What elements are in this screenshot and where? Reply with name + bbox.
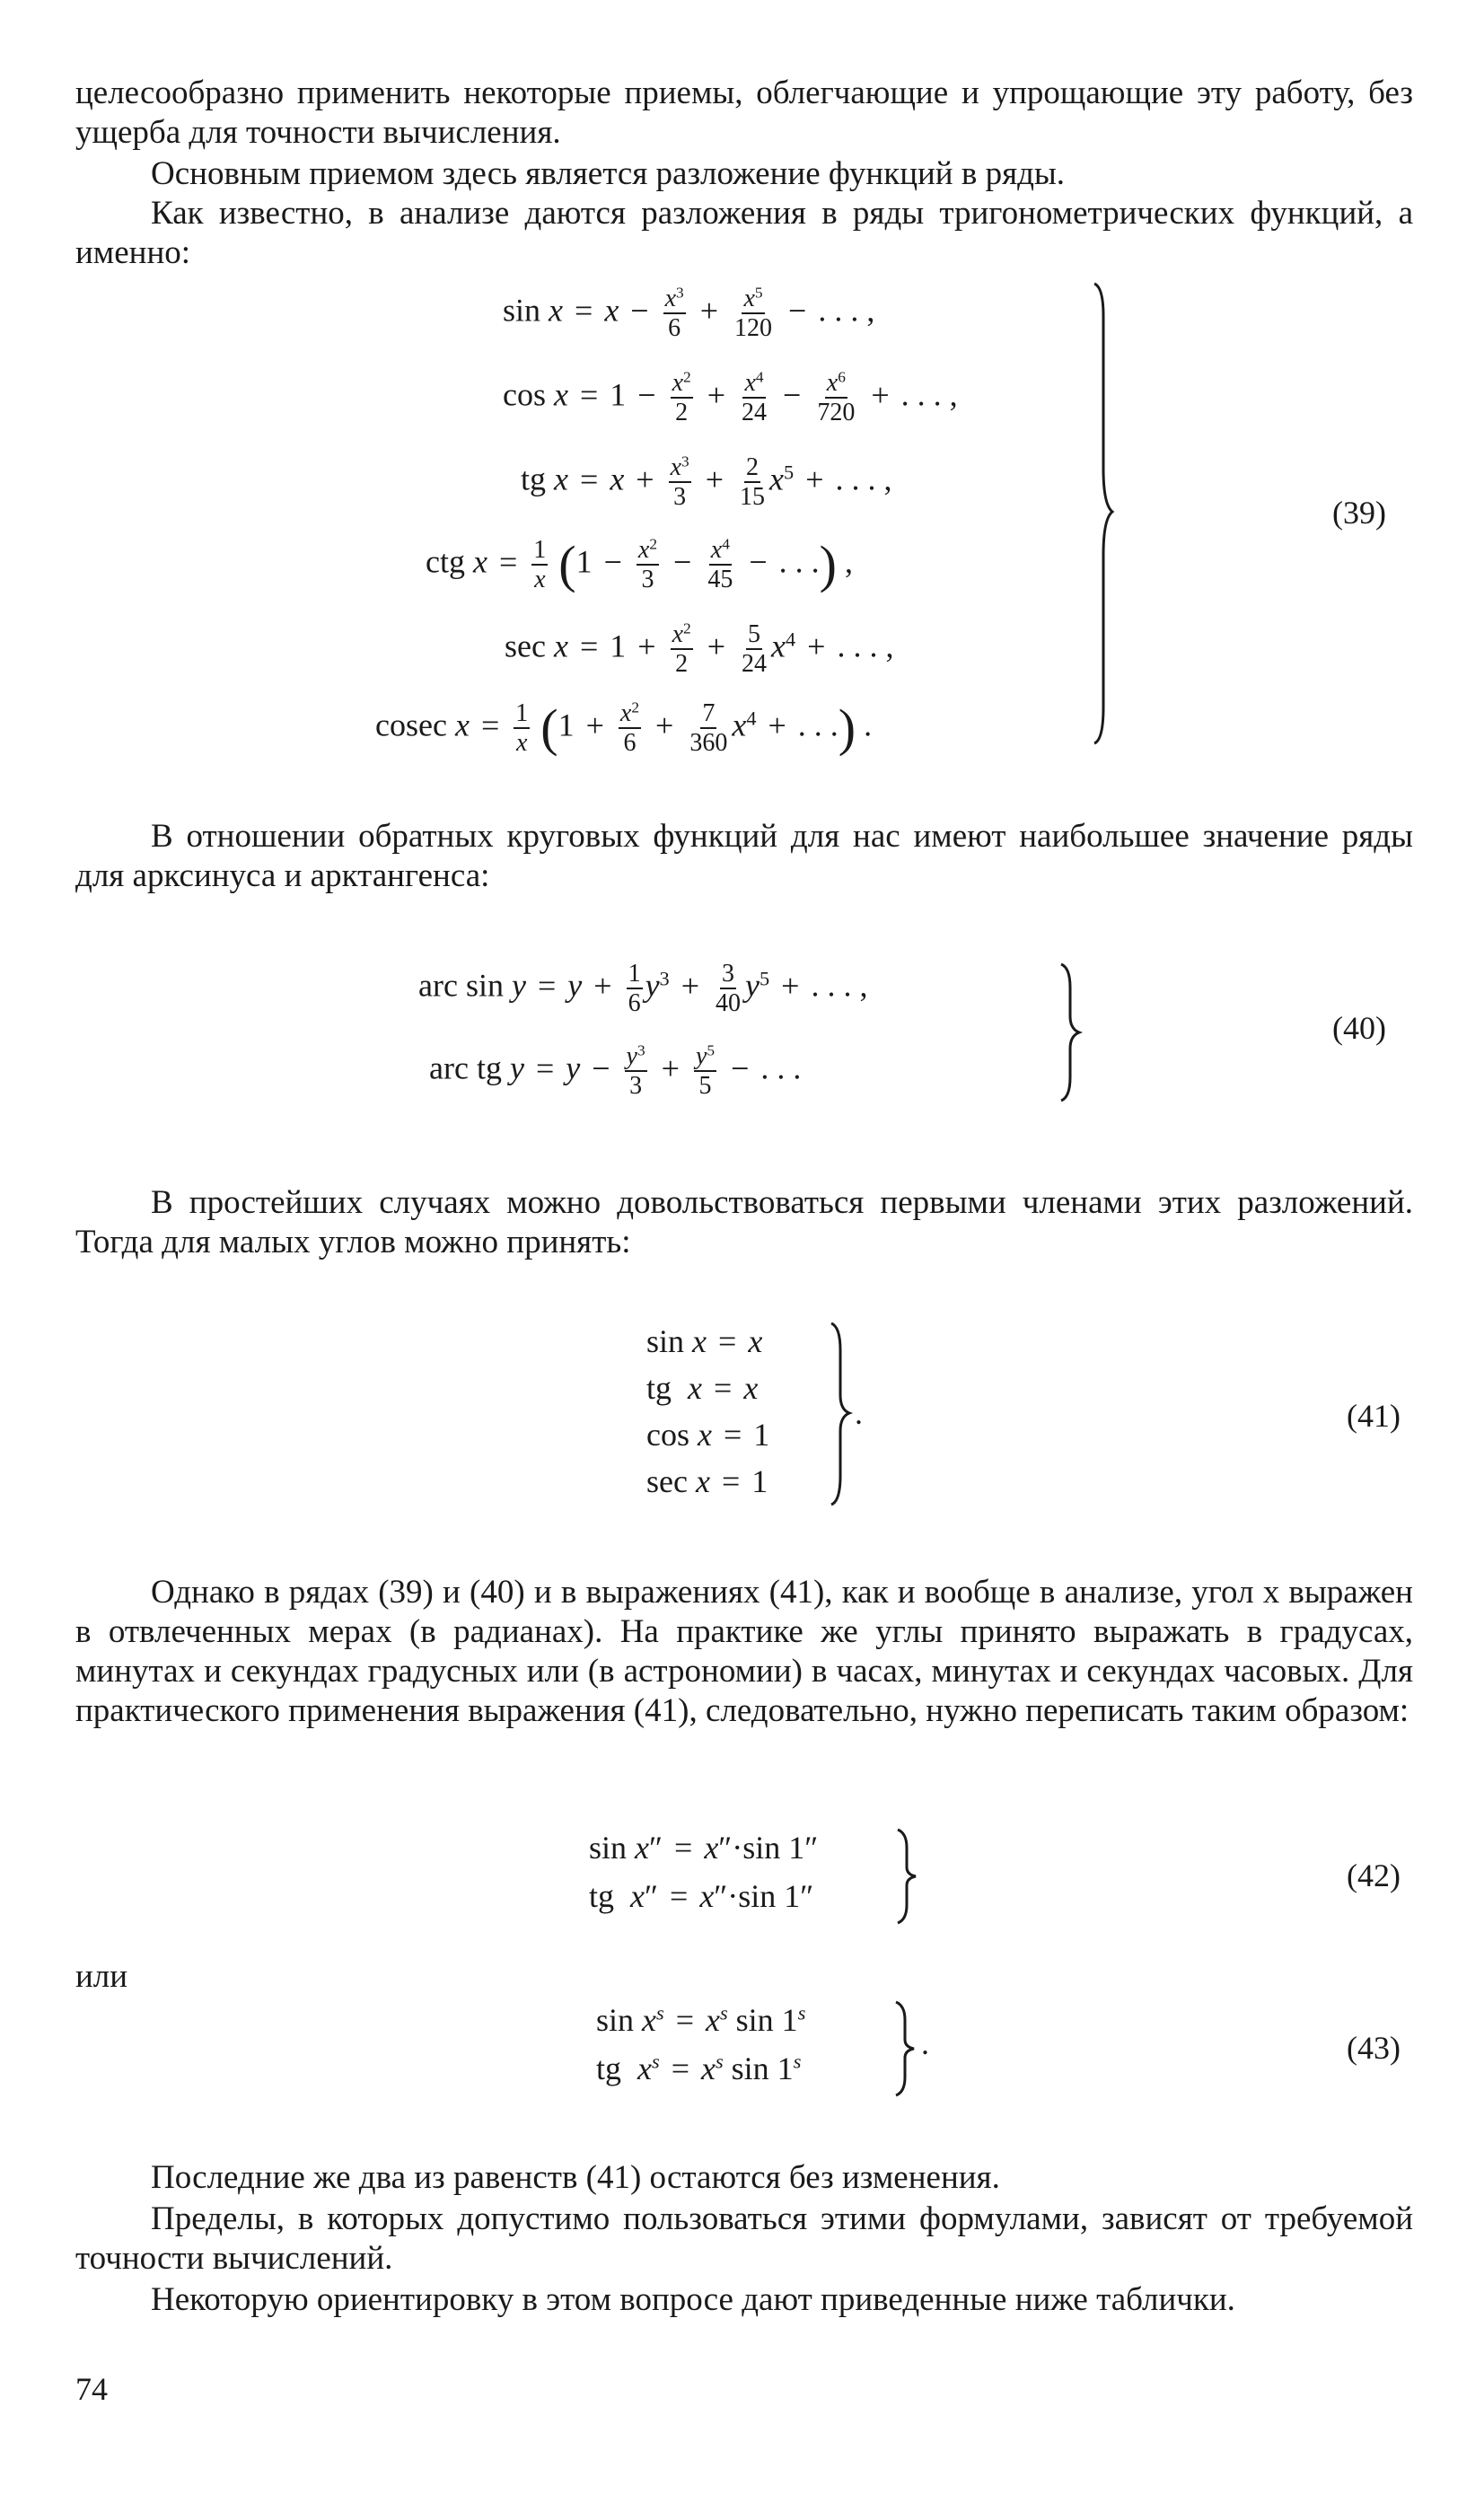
paragraph-orientation (75, 2280, 1413, 2320)
period-mark: . (855, 1395, 863, 1431)
right-brace (1091, 280, 1118, 747)
paragraph-limits (75, 2200, 1413, 2279)
equation-tg-series: tg x = x + $\frac{x^3}{3}$ + $\frac{2}{15}$ $x^5$ + . . . , (521, 452, 892, 512)
right-brace (828, 1320, 855, 1508)
paragraph-known-series (75, 194, 1413, 273)
equation-tg-arcsec: tg x″ = x″·sin 1″ (589, 1878, 814, 1914)
period-mark: . (921, 2025, 929, 2061)
equation-sin-arcsec: sin x″ = x″·sin 1″ (589, 1830, 819, 1866)
right-brace (892, 1998, 919, 2099)
equation-tg-approx: tg x = x (646, 1370, 759, 1406)
equation-cos-approx: cos x = 1 (646, 1417, 770, 1453)
equation-sin-time: $\sin x^s = x^s$ sin 1$^s$ (596, 2001, 806, 2038)
equation-arctg-series: arc tg y = y − $\frac{y^3}{3}$ + $\frac{y^5}{5}$ − . . . (429, 1041, 802, 1101)
paragraph-text: или (75, 1958, 128, 1995)
paragraph-text: В отношении обратных круговых функций для нас имеют наибольшее значение ряды для арксинуса и арктангенса: (75, 818, 1413, 894)
equation-ctg-series: ctg x = $\frac{1}{x}$ (1 − $\frac{x^2}{3}$ − $\frac{x^4}{45}$ − . . .) , (426, 535, 853, 594)
paragraph-simplest-cases (75, 1183, 1413, 1262)
paragraph-text: Однако в рядах (39) и (40) и в выражениях (41), как и вообще в анализе, угол x выражен в отвлеченных мерах (в радианах). На практике же углы принято выражать в градусах, минутах и секундах градусных или (в астрономии) в часах, минутах и секундах часовых. Для практического применения выражения (41), следовательно, нужно переписать таким образом: (75, 1574, 1413, 1729)
equation-number: (39) (1332, 495, 1386, 531)
equation-sin-approx: sin x = x (646, 1323, 763, 1359)
right-brace (894, 1826, 921, 1927)
equation-tg-time: tg $x^s = x^s$ sin 1$^s$ (596, 2050, 802, 2086)
page-number: 74 (75, 2371, 108, 2407)
equation-cos-series: cos x = 1 − $\frac{x^2}{2}$ + $\frac{x^4}{24}$ − $\frac{x^6}{720}$ + . . . , (503, 368, 958, 427)
equation-number: (41) (1347, 1398, 1401, 1434)
paragraph-text: Как известно, в анализе даются разложения в ряды тригонометрических функций, а именно: (75, 195, 1413, 271)
paragraph-text: Пределы, в которых допустимо пользоваться этими формулами, зависят от требуемой точности вычислений. (75, 2200, 1413, 2277)
equation-sec-approx: sec x = 1 (646, 1463, 768, 1499)
equation-number: (43) (1347, 2030, 1401, 2066)
paragraph-text: В простейших случаях можно довольствоваться первыми членами этих разложений. Тогда для малых углов можно принять: (75, 1184, 1413, 1260)
equation-number: (42) (1347, 1857, 1401, 1893)
equation-sec-series: sec x = 1 + $\frac{x^2}{2}$ + $\frac{5}{24}$ $x^4$ + . . . , (505, 619, 894, 679)
paragraph-text: Некоторую ориентировку в этом вопросе дают приведенные ниже таблички. (151, 2281, 1235, 2318)
paragraph-text: Основным приемом здесь является разложение функций в ряды. (151, 155, 1066, 192)
equation-sin-series: sin x = x − $\frac{x^3}{6}$ + $\frac{x^5}{120}$ − . . . , (503, 284, 875, 343)
paragraph-text: Последние же два из равенств (41) остаются без изменения. (151, 2159, 1000, 2196)
paragraph-unchanged (75, 2158, 1413, 2198)
equation-number: (40) (1332, 1010, 1386, 1046)
paragraph-continuation (75, 74, 1413, 153)
paragraph-text: целесообразно применить некоторые приемы, облегчающие и упрощающие эту работу, без ущерба для точности вычисления. (75, 75, 1413, 151)
paragraph-or (75, 1957, 1413, 1997)
paragraph-inverse-functions (75, 817, 1413, 896)
equation-arcsin-series: arc sin y = y + $\frac{1}{6}$ $y^3$ + $\frac{3}{40}$ $y^5$ + . . . , (418, 960, 868, 1018)
paragraph-main-method (75, 154, 1413, 194)
equation-cosec-series: cosec x = $\frac{1}{x}$ (1 + $\frac{x^2}{6}$ + $\frac{7}{360}$ $x^4$ + . . .) . (375, 698, 873, 758)
paragraph-angle-measures (75, 1573, 1413, 1731)
right-brace (1058, 961, 1084, 1104)
